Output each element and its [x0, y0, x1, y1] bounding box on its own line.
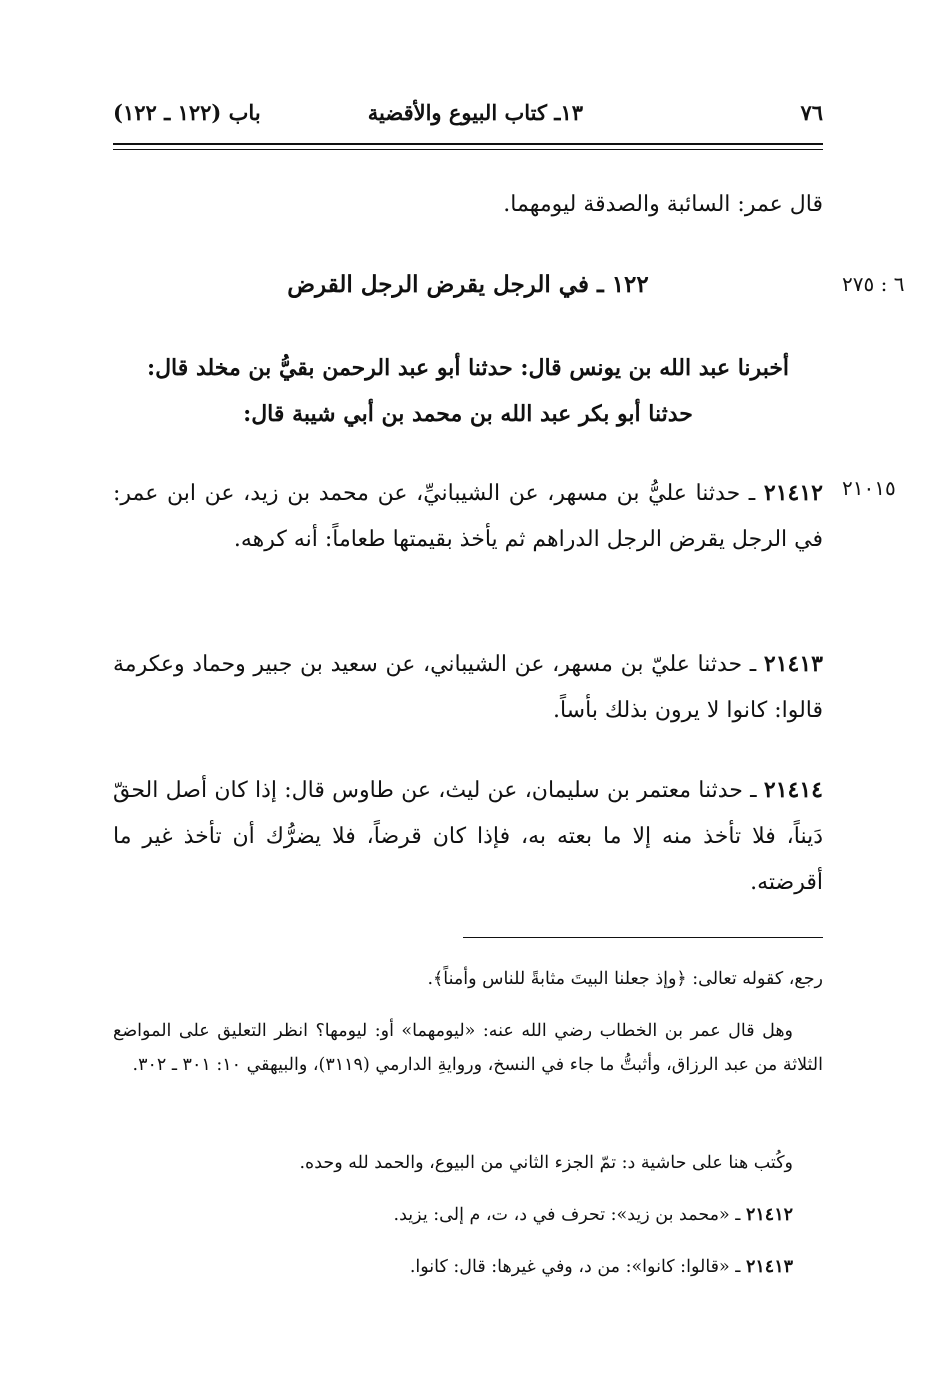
footnote-text: ـ «قالوا: كانوا»: من د، وفي غيرها: قال: كانوا. — [409, 1257, 741, 1277]
footnote-text: ـ «محمد بن زيد»: تحرف في د، ت، م إلى: يزيد. — [393, 1205, 741, 1225]
hadith-entry — [113, 470, 823, 563]
margin-ref-chapter: ٦ : ٢٧٥ — [842, 272, 905, 296]
footnote — [113, 1250, 823, 1284]
chapter-heading: ١٢٢ ـ في الرجل يقرض الرجل القرض — [287, 271, 649, 298]
chapter-range: باب (١٢٢ ـ ١٢٢) — [113, 100, 261, 125]
hadith-text: ـ حدثنا عليُّ بن مسهر، عن الشيبانيِّ، عن محمد بن زيد، عن ابن عمر: في الرجل يقرض الرجل الدراهم ثم يأخذ بقيمتها طعاماً: أنه كرهه. — [113, 481, 823, 552]
footnote-number: ٢١٤١٣ — [746, 1257, 793, 1277]
hadith-number: ٢١٤١٣ — [763, 651, 823, 677]
margin-ref-hadith: ٢١٠١٥ — [842, 476, 896, 500]
hadith-number: ٢١٤١٤ — [763, 777, 823, 803]
footnote-separator — [463, 937, 823, 938]
footnote: رجع، كقوله تعالى: ﴿وإذ جعلنا البيتَ مثابةً للناس وأمناً﴾. — [427, 969, 823, 989]
hadith-number: ٢١٤١٢ — [763, 480, 823, 506]
isnad-chain — [113, 345, 823, 437]
hadith-text: ـ حدثنا عليّ بن مسهر، عن الشيباني، عن سعيد بن جبير وحماد وعكرمة قالوا: كانوا لا يرون بذلك بأساً. — [113, 652, 823, 723]
hadith-entry — [113, 641, 823, 734]
footnote — [113, 1198, 823, 1232]
running-header — [113, 100, 823, 136]
header-rule-thin — [113, 149, 823, 150]
intro-line: قال عمر: السائبة والصدقة ليومهما. — [503, 192, 823, 217]
book-title: ١٣ـ كتاب البيوع والأقضية — [367, 100, 583, 125]
footnote-number: ٢١٤١٢ — [746, 1205, 793, 1225]
hadith-entry — [113, 767, 823, 906]
hadith-text: ـ حدثنا معتمر بن سليمان، عن ليث، عن طاوس قال: إذا كان أصل الحقّ دَيناً، فلا تأخذ منه إلا ما بعته به، فإذا كان قرضاً، فلا يضرُّك أن تأخذ غير ما أقرضته. — [113, 778, 823, 895]
footnote: وهل قال عمر بن الخطاب رضي الله عنه: «ليومهما» أو: ليومها؟ انظر التعليق على المواضع الثلاثة من عبد الرزاق، وأثبتُّ ما جاء في النسخ، وروايةِ الدارمي (٣١١٩)، والبيهقي ١٠: ٣٠١ ـ ٣٠٢. — [113, 1021, 823, 1075]
header-rule-thick — [113, 143, 823, 145]
isnad-line-2: حدثنا أبو بكر عبد الله بن محمد بن أبي شيبة قال: — [243, 401, 693, 427]
page-number: ٧٦ — [800, 100, 823, 125]
isnad-line-1: أخبرنا عبد الله بن يونس قال: حدثنا أبو عبد الرحمن بقيُّ بن مخلد قال: — [146, 355, 790, 381]
footnote: وكُتب هنا على حاشية د: تمّ الجزء الثاني من البيوع، والحمد لله وحده. — [299, 1153, 793, 1173]
